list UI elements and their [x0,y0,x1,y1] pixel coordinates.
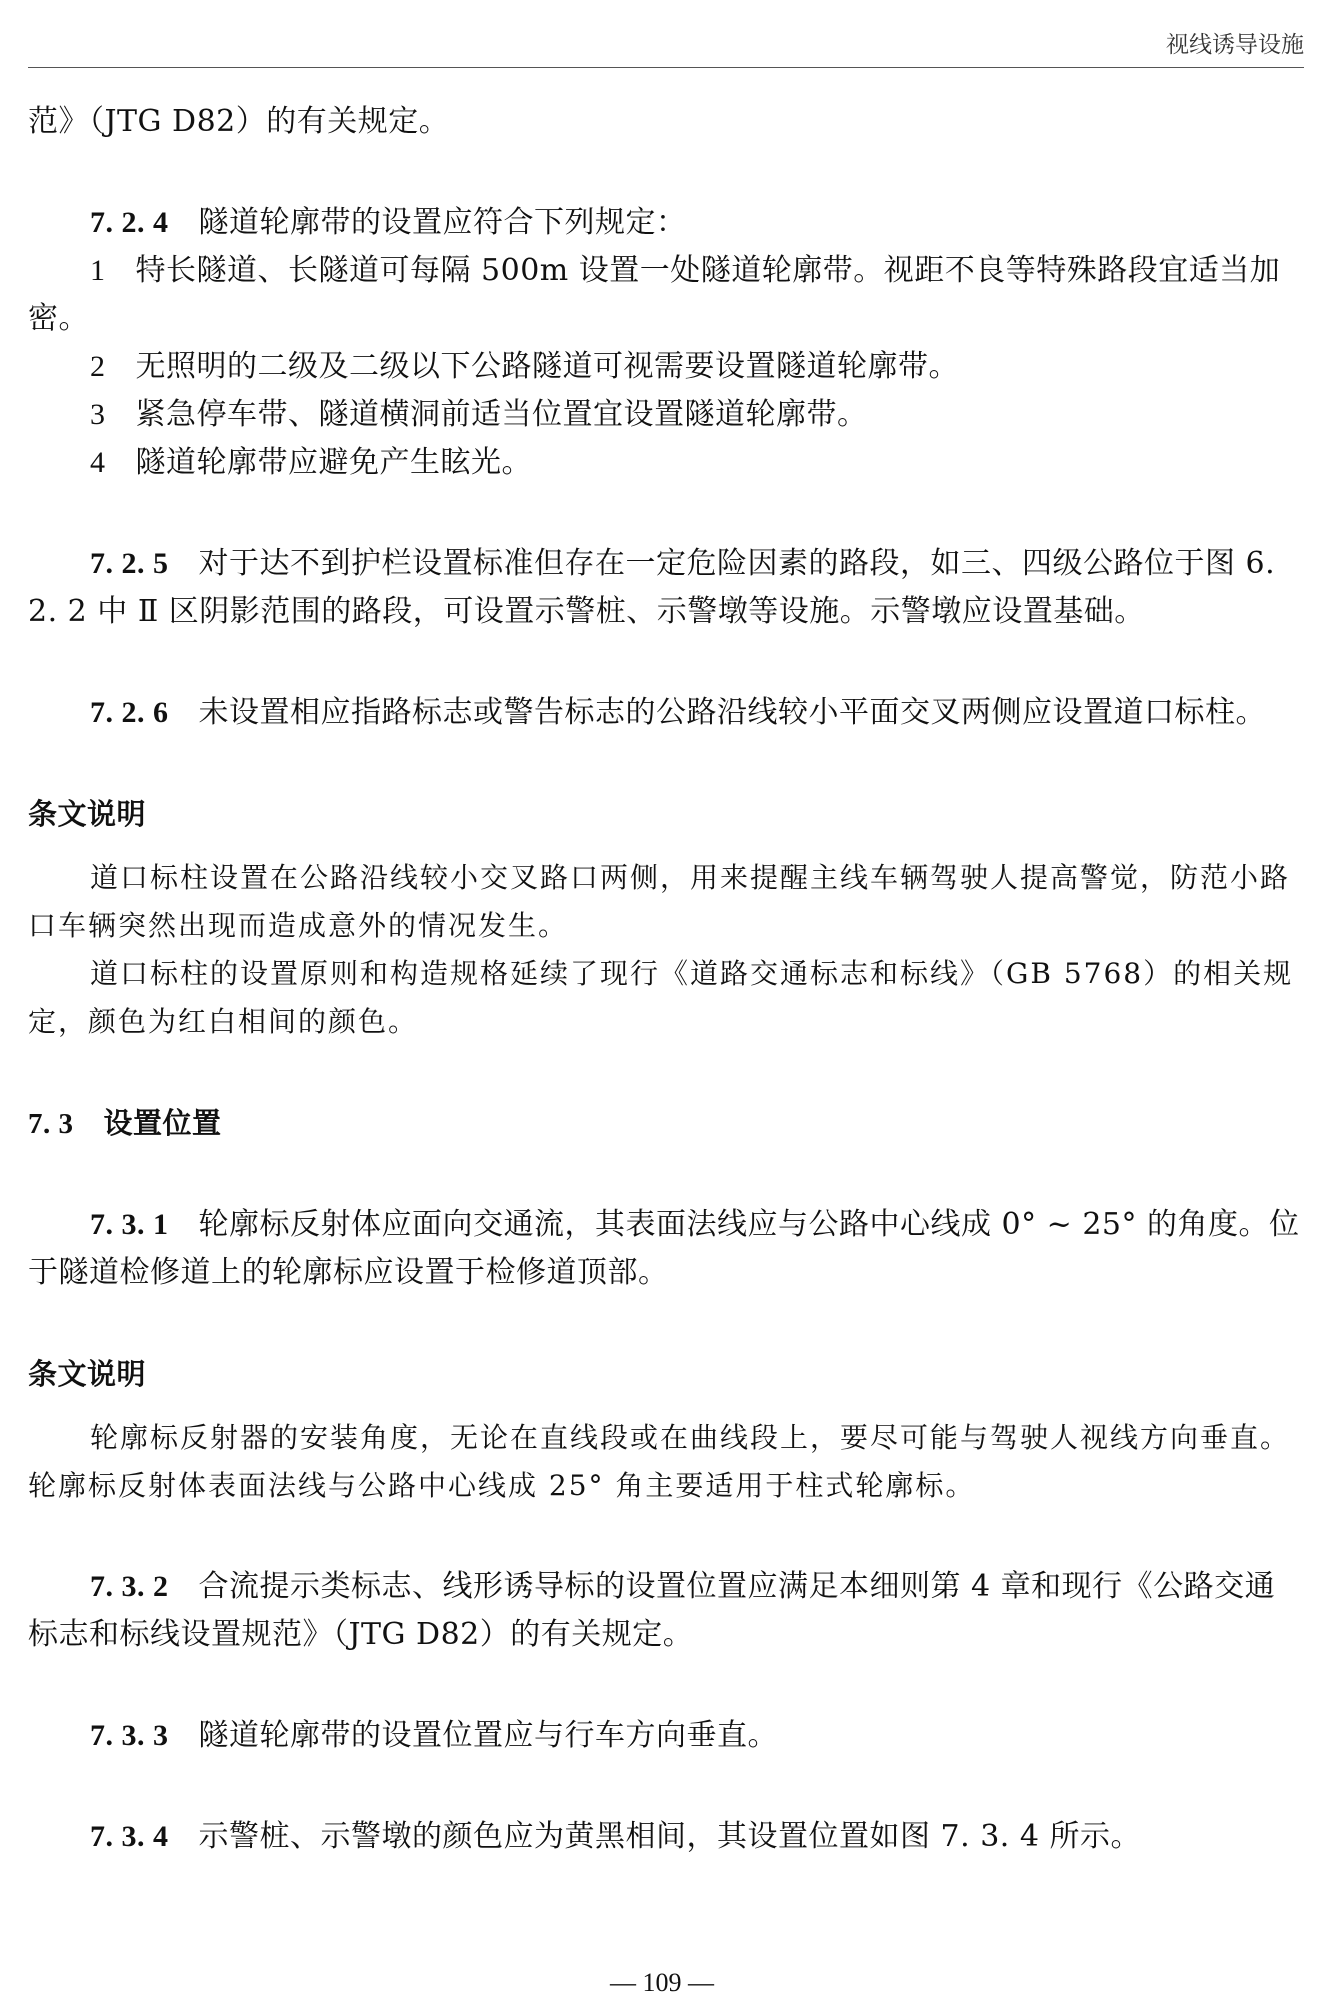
clause-number: 7. 2. 6 [90,696,169,729]
item-text: 无照明的二级及二级以下公路隧道可视需要设置隧道轮廓带。 [135,349,959,384]
header-rule [28,67,1304,68]
item-number: 3 [90,398,106,431]
running-header-title: 视线诱导设施 [1166,32,1304,58]
page-header [0,0,1324,68]
commentary-paragraph: 道口标柱的设置原则和构造规格延续了现行《道路交通标志和标线》（GB 5768）的相关规定，颜色为红白相间的颜色。 [28,957,1294,1038]
clause-7-2-6 [28,689,1304,737]
clause-text: 示警桩、示警墩的颜色应为黄黑相间，其设置位置如图 7. 3. 4 所示。 [198,1819,1141,1854]
item-number: 4 [90,446,106,479]
commentary-paragraph: 轮廓标反射器的安装角度，无论在直线段或在曲线段上，要尽可能与驾驶人视线方向垂直。轮廓标反射体表面法线与公路中心线成 25° 角主要适用于柱式轮廓标。 [28,1421,1291,1502]
item-number: 1 [90,254,106,287]
clause-text: 合流提示类标志、线形诱导标的设置位置应满足本细则第 4 章和现行《公路交通标志和标线设置规范》（JTG D82）的有关规定。 [28,1569,1276,1652]
clause-text: 对于达不到护栏设置标准但存在一定危险因素的路段，如三、四级公路位于图 6. 2. 2 中 Ⅱ 区阴影范围的路段，可设置示警桩、示警墩等设施。示警墩应设置基础。 [28,546,1276,629]
clause-7-3-1 [28,1201,1304,1297]
commentary-block [28,1350,1304,1510]
list-item [28,391,1304,439]
item-number: 2 [90,350,106,383]
item-text: 隧道轮廓带应避免产生眩光。 [135,445,532,480]
section-title: 设置位置 [103,1106,222,1140]
clause-number: 7. 2. 5 [90,547,169,580]
clause-number: 7. 3. 3 [90,1719,169,1752]
commentary-paragraph: 道口标柱设置在公路沿线较小交叉路口两侧，用来提醒主线车辆驾驶人提高警觉，防范小路口车辆突然出现而造成意外的情况发生。 [28,861,1291,942]
clause-text: 轮廓标反射体应面向交通流，其表面法线应与公路中心线成 0° ~ 25° 的角度。位于隧道检修道上的轮廓标应设置于检修道顶部。 [28,1207,1300,1290]
clause-number: 7. 2. 4 [90,206,169,239]
clause-number: 7. 3. 4 [90,1820,169,1853]
section-number: 7. 3 [28,1108,74,1140]
list-item [28,343,1304,391]
section-heading-7-3 [28,1099,1304,1148]
list-item [28,247,1304,343]
clause-number: 7. 3. 1 [90,1208,169,1241]
item-text: 特长隧道、长隧道可每隔 500m 设置一处隧道轮廓带。视距不良等特殊路段宜适当加密。 [28,253,1281,336]
clause-text: 未设置相应指路标志或警告标志的公路沿线较小平面交叉两侧应设置道口标柱。 [198,695,1266,730]
list-item [28,439,1304,487]
item-text: 紧急停车带、隧道横洞前适当位置宜设置隧道轮廓带。 [135,397,868,432]
commentary-heading: 条文说明 [28,1357,147,1391]
clause-7-2-4 [28,199,1304,487]
commentary-heading: 条文说明 [28,797,147,831]
page-number: — 109 — [610,1968,714,1997]
clause-number: 7. 3. 2 [90,1570,169,1603]
page-body [28,98,1304,1861]
clause-text: 隧道轮廓带的设置位置应与行车方向垂直。 [198,1718,778,1753]
continued-paragraph: 范》（JTG D82）的有关规定。 [28,104,450,139]
clause-7-3-4 [28,1813,1304,1861]
clause-text: 隧道轮廓带的设置应符合下列规定： [198,205,687,240]
commentary-block [28,790,1304,1046]
clause-7-3-2 [28,1563,1304,1659]
clause-7-3-3 [28,1712,1304,1760]
clause-7-2-5 [28,540,1304,636]
